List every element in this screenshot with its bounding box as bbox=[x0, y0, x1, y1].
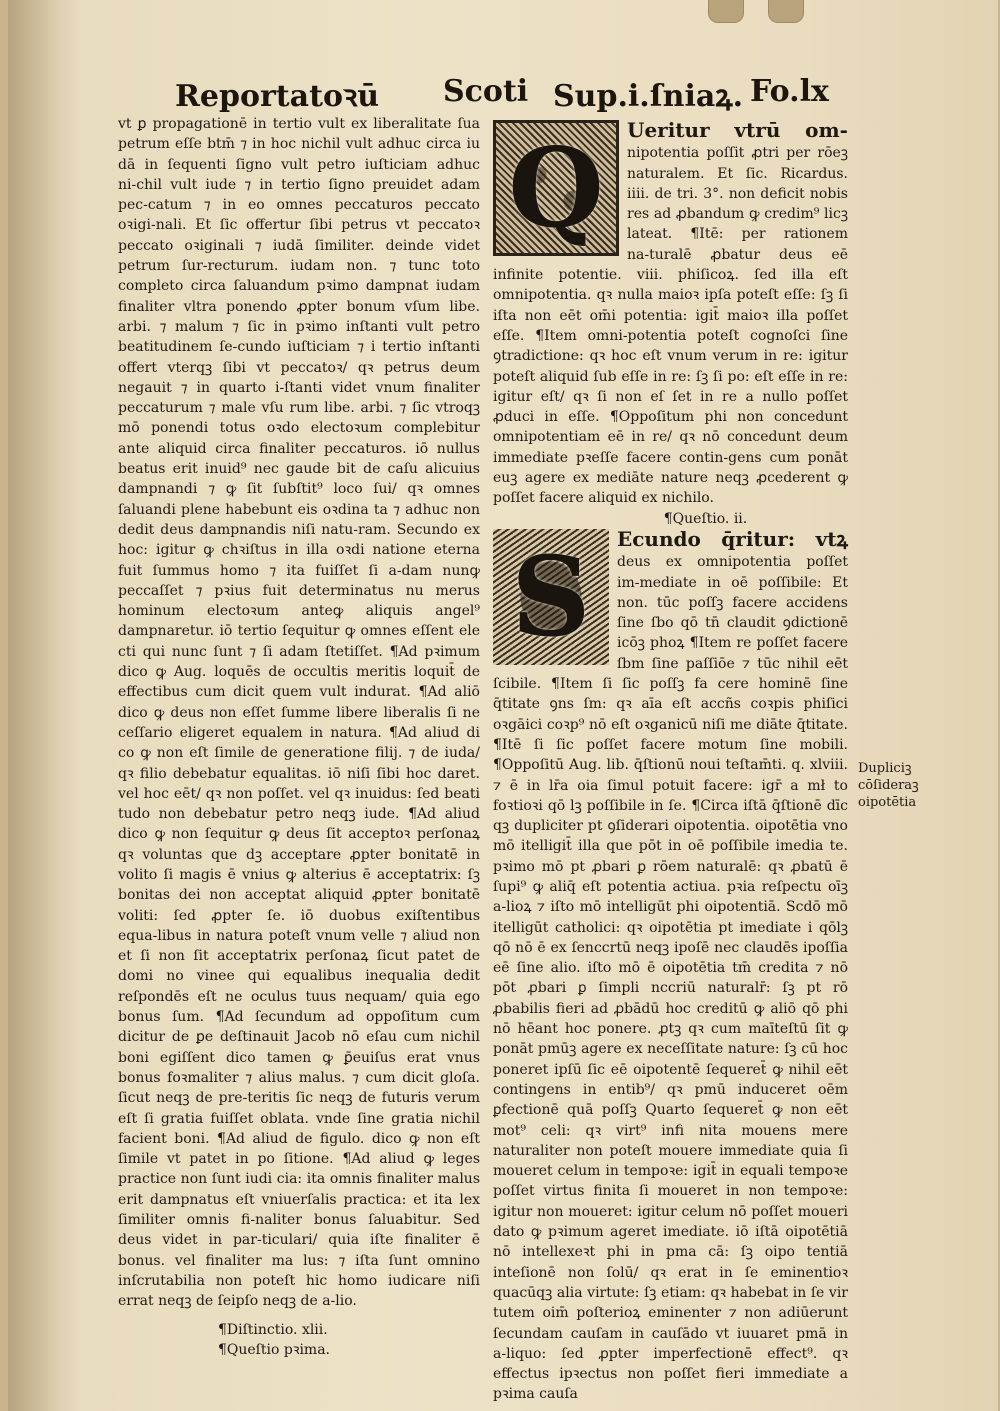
header-author: Scoti bbox=[443, 74, 529, 109]
marginal-note: Dupliciꝫ cōſideraꝫ oipotētia bbox=[858, 761, 919, 810]
distinctio-heading: ¶Diſtinctio. xlii. bbox=[218, 1321, 328, 1338]
right-column bbox=[493, 120, 848, 1405]
header-title: Sup.i.ſniaꝝ. bbox=[553, 79, 744, 114]
question-two-lead: Ecundo q̄ritur: vtꝝ bbox=[617, 526, 848, 551]
decorated-initial-s: S bbox=[493, 529, 609, 665]
page-gutter-shadow bbox=[8, 0, 78, 1411]
left-column-text: vt ꝑ propagationē in tertio vult ex liberalitate ſua petrum eſſe btm̄ ⁊ in hoc nichil vult adhuc circa iu dā in ſequenti ſigno vult petro iuſticiam adhuc ni‑chil vult iude ⁊ in tertio ſigno preuidet adam pec‑catum ⁊ in eo omnes peccaturos peccato oꝛigi‑nali. Et ſic offertur ſibi petrus vt peccatoꝛ peccato oꝛiginali ⁊ iudā ſimiliter. deinde videt petrum ſur‑recturum. iudam non. ⁊ tunc toto completo circa ſaluandum pꝛimo dampnat iudam finaliter vltra ponendo ꝓpter bonum vſum libe. arbi. ⁊ malum ⁊ ſic in pꝛimo inſtanti vult petro beatitudinem ſe‑cundo iuſticiam ⁊ i tertio inſtanti offert vterqꝫ ſibi vt peccatoꝛ/ qꝛ petrus deum negauit ⁊ in quarto i‑ſtanti videt vnum finaliter peccaturum ⁊ male vſu rum libe. arbi. ⁊ ſic vtroqꝫ mō ponendi totus oꝛdo electoꝛum complebitur ante aliquid circa finaliter peccaturos. iō nullus beatus erit inuid⁹ nec gaude bit de caſu alicuius dampnandi ⁊ ꝙ ſit ſubſtit⁹ loco ſui/ qꝛ omnes ſaluandi plene habebunt eis oꝛdina ta ⁊ adhuc non dedit deus dampnandis niſi natu‑ram. Secundo ex hoc: igitur ꝙ chꝛiſtus in illa oꝛdi natione eterna fuit ſummus homo ⁊ ita fuiſſet ſi a‑dam nunꝙ peccaſſet ⁊ pꝛius fuit determinatus nu merus hominum electoꝛum anteꝙ aliquis angel⁹ dampnaretur. iō tertio ſequitur ꝙ omnes eſſent ele cti qui nunc ſunt ⁊ ſi adam ſtetiſſet. ¶Ad pꝛimum dico ꝙ Aug. loquēs de occultis meritis loquit̄ de effectibus cum dicit quem vult indurat. ¶Ad aliō dico ꝙ deus non eſſet ſumme libere liberalis ſi ne ceſſario eligeret equalem in natura. ¶Ad aliud di co ꝙ non eſt ſimile de generatione filij. ⁊ de iuda/ qꝛ filio debebatur equalitas. iō niſi ſibi hoc daret. vel hoc eēt/ qꝛ non poſſet. vel qꝛ inuidus: ſed beati tudo non debebatur petro neqꝫ iude. ¶Ad aliud dico ꝙ non ſequitur ꝙ deus ſit acceptoꝛ perſonaꝝ qꝛ voluntas que dꝫ acceptare ꝓpter bonitatē in volito ſi magis ē vnius ꝙ alterius ē acceptatrix: ſꝫ bonitas dei non acceptat aliquid ꝓpter bonitatē voliti: ſed ꝓpter ſe. iō duobus exiſtentibus equa‑libus in natura poteſt vnum velle ⁊ aliud non et ſi non ſit acceptatrix perſonaꝝ ſicut patet de domi no vinee qui equalibus inequalia dedit reſpondēs eſt ne oculus tuus nequam/ quia ego bonus ſum. ¶Ad ſecundum ad oppoſitum cum dicitur de ꝑe deſtinauit Jacob nō eſau cum nichil boni egiſſent dico tamen ꝙ ꝑ̄euiſus erat vnus bonus foꝛmaliter ⁊ alius malus. ⁊ cum dicit gloſa. ſicut neqꝫ de pre‑teritis ſic neqꝫ de futuris verum eſt ſi gratia fuiſſet oblata. vnde ſine gratia nichil facient boni. ¶Ad aliud de figulo. dico ꝙ non eſt ſimile vt patet in po ſitione. ¶Ad aliud ꝙ leges practice non ſunt iudi cia: ita omnis finaliter malus erit dampnatus eſt vniuerſalis practica: et ita lex ſimiliter omnis fi‑naliter bonus ſaluabitur. Sed deus videt in par‑ticulari/ quia iſte finaliter ē bonus. vel finaliter ma lus: ⁊ iſta ſunt omnino inſcrutabilia non poteſt hic homo iudicare niſi errat neqꝫ de ſeipſo neqꝫ de a‑lio. bbox=[118, 116, 480, 1310]
folio-number: Fo.lx bbox=[750, 74, 829, 109]
left-column bbox=[118, 114, 480, 1360]
section-headings bbox=[118, 1320, 480, 1361]
binding-clip bbox=[708, 0, 744, 23]
header-left: Reportatoꝛū bbox=[175, 79, 380, 114]
question-one-lead: Ueritur vtrū om‑ bbox=[627, 118, 848, 142]
quaestio-heading: ¶Queſtio pꝛima. bbox=[218, 1341, 330, 1358]
binding-clip bbox=[768, 0, 804, 23]
running-header bbox=[175, 74, 829, 114]
quaestio-ii-heading: ¶Queſtio. ii. bbox=[663, 510, 748, 527]
question-one-text: nipotentia poſſit ꝓtri per rōeꝫ naturalem. Et ſic. Ricardus. iiii. de tri. 3°. non deficit nobis res ad ꝓbandum ꝙ credim⁹ licꝫ lateat. ¶Itē: per rationem na‑turalē ꝓbatur deus eē infinite potentie. viii. phiſicoꝝ. ſed illa eſt omnipotentia. qꝛ nulla maioꝛ ipſa poteſt eſſe: ſꝫ ſi iſta non eēt om̄i potentia: igit̄ maioꝛ illa poſſet eſſe. ¶Item omni‑potentia poteſt cognoſci ſine ꝯtradictione: qꝛ hoc eſt vnum verum in re: igitur poteſt aliquid ſub eſſe in re: ſꝫ ſi po: eſt eſſe in re: igitur eſt/ qꝛ ſi non eſ ſet in re a nullo poſſet ꝓduci in eſſe. ¶Oppoſitum phi non concedunt omnipotentiam eē in re/ qꝛ nō concedunt deum immediate pꝛeſſe facere contin‑gens cum ponāt euꝫ agere ex mediāte nature neqꝫ ꝓcederent ꝙ poſſet facere aliquid ex nichilo. bbox=[493, 145, 848, 507]
decorated-initial-q: Q bbox=[493, 120, 619, 256]
question-two-text: deus ex omnipotentia poſſet im‑mediate in oē poſſibile: Et non. tūc poſſꝫ facere accidens ſine ſbo qō tn̄ claudit ꝯdictionē icōꝫ phoꝝ ¶Item re poſſet facere ſbm ſine paſſiōe ⁊ tūc nihil eēt ſcibile. ¶Item ſi ſic poſſꝫ fa cere hominē ſine q̄titate ꝯns ſm: qꝛ aīa eſt accñs coꝛpis phiſici oꝛgāici coꝛp⁹ nō eſt oꝛganicū niſi me diāte q̄titate. ¶Itē ſi ſic poſſet facere motum ſine mobili. ¶Oppoſitū Aug. lib. q̄ſtionū noui teſtam̄ti. q. xlviii. ⁊ ē in lr̄a oia ſimul potuit facere: igr̄ a mł to foꝛtioꝛi qō lꝫ poſſibile in ſe. ¶Circa iſtā q̄ſtionē dīc qꝫ dupliciter pt ꝯſiderari oipotentia. oipotētia vno mō itelligit̄ illa que pōt in oē poſſibile imedia te. pꝛimo mō pt ꝓbari ꝑ rōem naturalē: qꝛ ꝓbatū ē ſupi⁹ ꝙ aliq̄ eſt potentia actiua. pꝛia reſpectu oīꝫ a‑lioꝝ ⁊ iſto mō intelligūt phi oipotentiā. Scdō mō itelligūt catholici: qꝛ oipotētia pt imediate i qōlꝫ qō nō ē ex ſenccrtū neqꝫ ipoſē nec claudēs ipoſſia eē ſine alio. iſto mō ē oipotētia tm̄ credita ⁊ nō pōt ꝓbari ꝑ ſimpli nccriū naturalr̄: ſꝫ pt rō ꝓbabilis fieri ad ꝓbādū hoc creditū ꝙ aliō qō phi nō hēant hoc ponere. ꝓtꝫ qꝛ cum maīteſtū ſit ꝙ ponāt pmūꝫ agere ex neceſſitate nature: ſꝫ cū hoc poneret ipſū ſic eē oipotentē ſequeret̄ ꝙ nihil eēt contingens in entib⁹/ qꝛ pmū induceret oēm ꝑfectionē quā poſſꝫ Quarto ſequeret̄ ꝙ non eēt mot⁹ celi: qꝛ virt⁹ infi nita mouens mere naturaliter non poteſt mouere immediate quia ſi moueret celum in tempoꝛe: igit̄ in equali tempoꝛe poſſet virtus finita ſi moueret in non tempoꝛe: igitur non moueret: igitur celum nō poſſet moueri dato ꝙ pꝛimum ageret imediate. iō iſtā oipotētiā nō intellexeꝛt phi in pma cā: ſꝫ oipo tentiā inteſionē non ſolū/ qꝛ erat in ſe eminentioꝛ quacūqꝫ alia virtute: ſꝫ etiam: qꝛ habebat in ſe vir tutem oim̄ poſterioꝝ eminenter ⁊ non adiūerunt ſecundam cauſam in cauſādo vt iuuaret pmā in a‑liquo: ſed ꝓpter imperfectionē effect⁹. qꝛ effectus ipꝛectus non poſſet fieri immediate a pꝛima cauſa bbox=[493, 554, 848, 1403]
